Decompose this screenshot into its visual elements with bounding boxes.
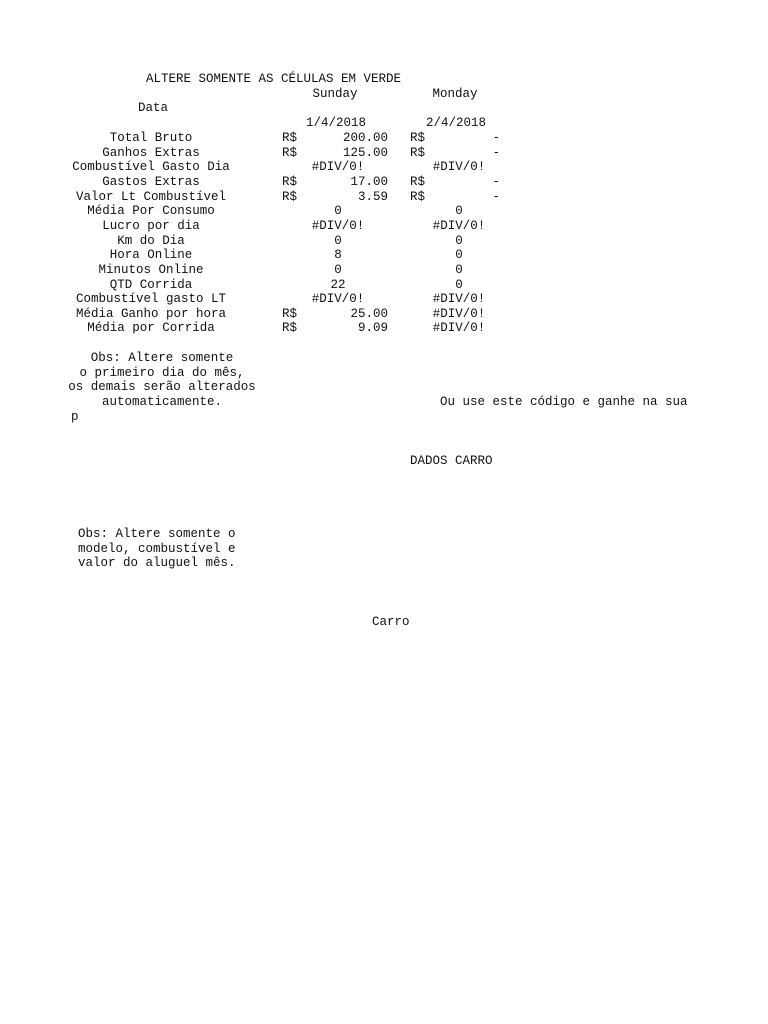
- day2-value-cell[interactable]: -: [492, 131, 500, 145]
- day2-value-cell[interactable]: 0: [455, 204, 463, 218]
- date2-cell[interactable]: 2/4/2018: [425, 116, 486, 130]
- day1-value-cell[interactable]: 0: [334, 204, 342, 218]
- day1-header: Sunday: [312, 87, 358, 101]
- day2-value-cell[interactable]: #DIV/0!: [432, 307, 486, 321]
- day2-value-cell[interactable]: -: [492, 175, 500, 189]
- day1-value-cell[interactable]: 8: [334, 248, 342, 262]
- instruction-heading: ALTERE SOMENTE AS CÉLULAS EM VERDE: [146, 72, 402, 86]
- currency-symbol: R$: [282, 321, 298, 335]
- promo-code-continuation: p: [71, 410, 79, 424]
- promo-code-text: Ou use este código e ganhe na sua: [440, 395, 688, 409]
- obs2-line: modelo, combustível e: [78, 542, 236, 556]
- row-label: QTD Corrida: [109, 278, 193, 292]
- obs1-line: automaticamente.: [101, 395, 223, 409]
- row-label: Média Por Consumo: [87, 204, 215, 218]
- currency-symbol: R$: [282, 146, 298, 160]
- day2-value-cell[interactable]: #DIV/0!: [432, 219, 486, 233]
- day2-value-cell[interactable]: -: [492, 190, 500, 204]
- row-label: Combustível Gasto Dia: [72, 160, 230, 174]
- day1-value-cell[interactable]: 25.00: [350, 307, 388, 321]
- obs2-line: valor do aluguel mês.: [78, 556, 236, 570]
- row-label: Média Ganho por hora: [75, 307, 227, 321]
- row-label: Combustível gasto LT: [75, 292, 227, 306]
- currency-symbol: R$: [282, 131, 298, 145]
- currency-symbol: R$: [410, 175, 426, 189]
- day2-value-cell[interactable]: 0: [455, 234, 463, 248]
- day1-value-cell[interactable]: 22: [330, 278, 346, 292]
- carro-label: Carro: [372, 615, 410, 629]
- row-label: Ganhos Extras: [102, 146, 200, 160]
- row-label: Lucro por dia: [102, 219, 200, 233]
- currency-symbol: R$: [282, 175, 298, 189]
- day2-value-cell[interactable]: #DIV/0!: [432, 160, 486, 174]
- row-label: Hora Online: [109, 248, 193, 262]
- currency-symbol: R$: [282, 190, 298, 204]
- row-label: Média por Corrida: [87, 321, 215, 335]
- data-label: Data: [138, 101, 169, 115]
- obs1-line: o primeiro dia do mês,: [79, 366, 245, 380]
- currency-symbol: R$: [410, 131, 426, 145]
- day2-header: Monday: [432, 87, 478, 101]
- row-label: Gastos Extras: [102, 175, 200, 189]
- obs1-line: Obs: Altere somente: [90, 351, 234, 365]
- obs1-line: os demais serão alterados: [68, 380, 256, 394]
- day1-value-cell[interactable]: #DIV/0!: [311, 160, 365, 174]
- day2-value-cell[interactable]: 0: [455, 263, 463, 277]
- currency-symbol: R$: [282, 307, 298, 321]
- row-label: Minutos Online: [98, 263, 204, 277]
- dados-carro-heading: DADOS CARRO: [410, 454, 493, 468]
- row-label: Valor Lt Combustível: [75, 190, 227, 204]
- row-label: Km do Dia: [117, 234, 185, 248]
- day1-value-cell[interactable]: 200.00: [342, 131, 388, 145]
- obs2-line: Obs: Altere somente o: [78, 527, 236, 541]
- date1-cell[interactable]: 1/4/2018: [305, 116, 366, 130]
- day1-value-cell[interactable]: 17.00: [350, 175, 388, 189]
- day2-value-cell[interactable]: -: [492, 146, 500, 160]
- day1-value-cell[interactable]: 0: [334, 234, 342, 248]
- day2-value-cell[interactable]: 0: [455, 278, 463, 292]
- currency-symbol: R$: [410, 146, 426, 160]
- day1-value-cell[interactable]: 0: [334, 263, 342, 277]
- day2-value-cell[interactable]: #DIV/0!: [432, 292, 486, 306]
- day1-value-cell[interactable]: 3.59: [357, 190, 388, 204]
- day1-value-cell[interactable]: 9.09: [357, 321, 388, 335]
- day2-value-cell[interactable]: #DIV/0!: [432, 321, 486, 335]
- day1-value-cell[interactable]: #DIV/0!: [311, 292, 365, 306]
- day2-value-cell[interactable]: 0: [455, 248, 463, 262]
- row-label: Total Bruto: [109, 131, 193, 145]
- day1-value-cell[interactable]: 125.00: [342, 146, 388, 160]
- day1-value-cell[interactable]: #DIV/0!: [311, 219, 365, 233]
- currency-symbol: R$: [410, 190, 426, 204]
